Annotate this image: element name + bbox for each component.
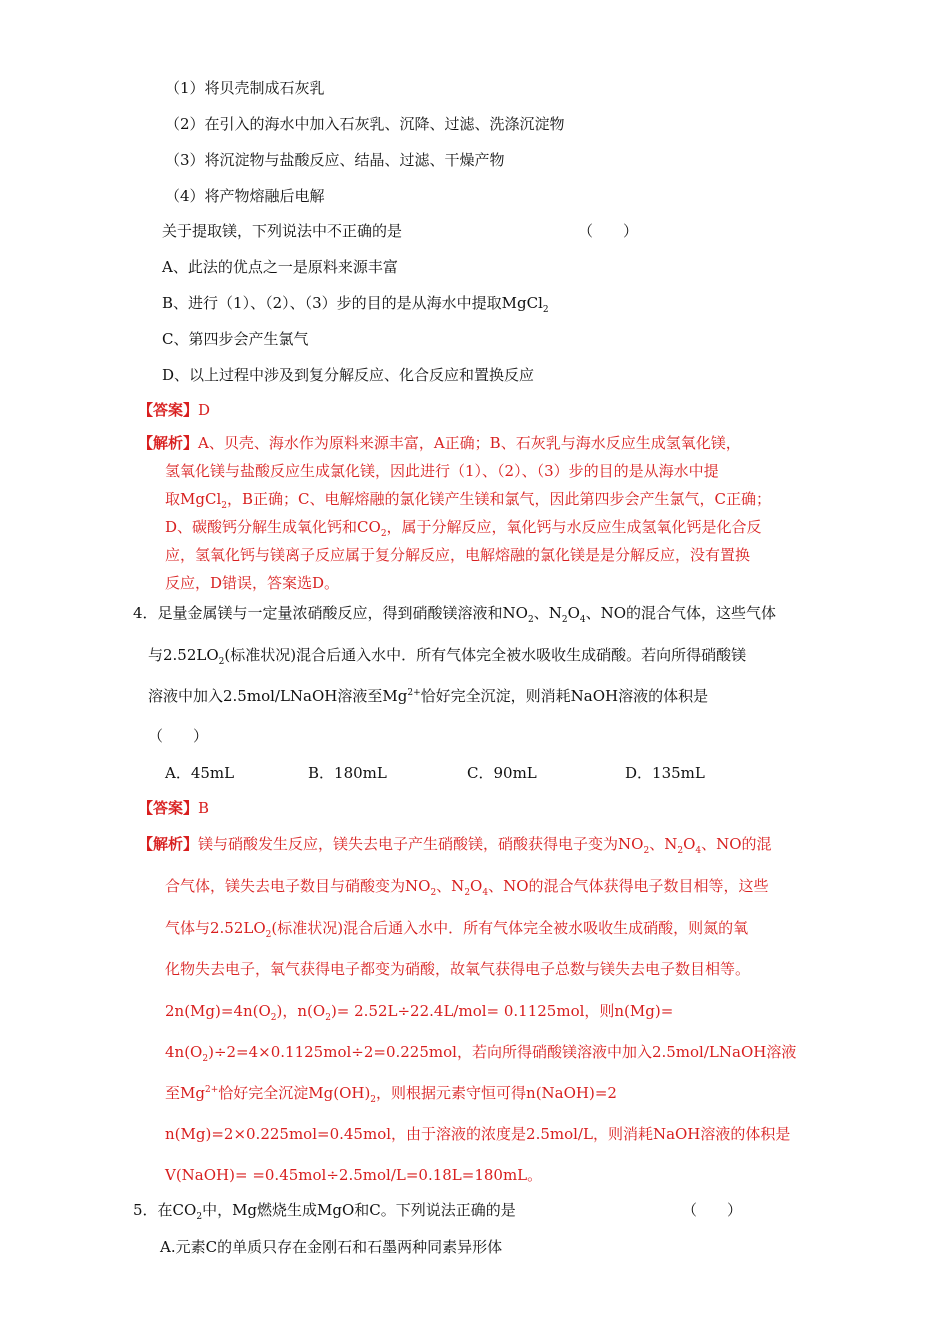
q4-analysis-line-6: $4n(O_2)\div 2=4\times 0.1125mol\div 2=0.225mol$，若向所得硝酸镁溶液中加入2.5mol/LNaOH溶液: [165, 1043, 797, 1064]
answer-label: 【答案】: [138, 799, 199, 817]
question-3-stem: 关于提取镁，下列说法中不正确的是: [162, 222, 403, 240]
answer-value: B: [198, 799, 210, 817]
q3-option-b: B、进行（1）、（2）、（3）步的目的是从海水中提取MgCl$_2$: [162, 294, 549, 315]
q3-analysis-line-1: 【解析】A、贝壳、海水作为原料来源丰富，A正确；B、石灰乳与海水反应生成氢氧化镁，: [138, 434, 741, 452]
q3-analysis-line-5: 应，氢氧化钙与镁离子反应属于复分解反应，电解熔融的氯化镁是是分解反应，没有置换: [165, 546, 751, 564]
q3-analysis-line-4: D、碳酸钙分解生成氧化钙和$CO_2$，属于分解反应，氧化钙与水反应生成氢氧化钙是化合反: [165, 518, 762, 539]
step-4: （4）将产物熔融后电解: [165, 187, 325, 205]
answer-label: 【答案】: [138, 401, 199, 419]
q4-option-b: B．180mL: [308, 764, 387, 782]
q4-analysis-line-9: V(NaOH)= =0.45mol÷2.5mol/L=0.18L=180mL。: [165, 1166, 543, 1184]
q4-analysis-line-8: n(Mg)=2×0.225mol=0.45mol，由于溶液的浓度是2.5mol/L，则消耗NaOH溶液的体积是: [165, 1125, 791, 1143]
analysis-label: 【解析】: [138, 835, 199, 853]
q3-analysis-line-3: 取MgCl$_2$，B正确；C、电解熔融的氯化镁产生镁和氯气，因此第四步会产生氯气，C正确；: [165, 490, 771, 511]
q4-option-a: A．45mL: [165, 764, 235, 782]
question-3-answer-blank: （ ）: [578, 222, 639, 240]
q3-analysis-line-6: 反应，D错误，答案选D。: [165, 574, 340, 592]
question-4-stem-line-2: 与$2.52LO_2$(标准状况)混合后通入水中．所有气体完全被水吸收生成硝酸。若向所得硝酸镁: [148, 646, 747, 667]
question-4-stem-line-3: 溶液中加入2.5mol/LNaOH溶液至$Mg^{2+}$恰好完全沉淀，则消耗NaOH溶液的体积是: [148, 687, 709, 705]
q4-option-d: D．135mL: [625, 764, 705, 782]
q3-option-d: D、以上过程中涉及到复分解反应、化合反应和置换反应: [162, 366, 535, 384]
q5-option-a: A.元素C的单质只存在金刚石和石墨两种同素异形体: [160, 1238, 503, 1256]
q4-analysis-line-5: $2n(Mg)=4n(O_2)$，$n(O_2)= 2.52L\div 22.4L/mol= 0.1125mol$，则n(Mg)=: [165, 1002, 674, 1023]
q3-option-c: C、第四步会产生氯气: [162, 330, 309, 348]
q4-answer: [138, 798, 209, 818]
step-2: （2）在引入的海水中加入石灰乳、沉降、过滤、洗涤沉淀物: [165, 115, 565, 133]
q4-analysis-line-2: 合气体，镁失去电子数目与硝酸变为$NO_2$、$N_2O_4$、NO的混合气体获得电子数目相等，这些: [165, 877, 769, 898]
q3-option-a: A、此法的优点之一是原料来源丰富: [162, 258, 398, 276]
question-4-stem-line-1: 4．足量金属镁与一定量浓硝酸反应，得到硝酸镁溶液和$NO_2$、$N_2O_4$、NO的混合气体，这些气体: [133, 604, 777, 625]
q4-option-c: C．90mL: [467, 764, 537, 782]
answer-value: D: [198, 401, 211, 419]
question-4-answer-blank: （ ）: [148, 727, 209, 745]
analysis-label: 【解析】: [138, 434, 199, 452]
question-5-answer-blank: （ ）: [682, 1201, 743, 1219]
q4-analysis-line-7: 至$Mg^{2+}$恰好完全沉淀$Mg(OH)_2$，则根据元素守恒可得n(NaOH)=2: [165, 1084, 617, 1105]
q4-analysis-line-1: 【解析】镁与硝酸发生反应，镁失去电子产生硝酸镁，硝酸获得电子变为$NO_2$、$N_2O_4$、NO的混: [138, 835, 772, 856]
step-3: （3）将沉淀物与盐酸反应、结晶、过滤、干燥产物: [165, 151, 505, 169]
q4-analysis-line-4: 化物失去电子，氧气获得电子都变为硝酸，故氧气获得电子总数与镁失去电子数目相等。: [165, 960, 751, 978]
question-5-stem: 5．在$CO_2$中，Mg燃烧生成MgO和C。下列说法正确的是: [133, 1201, 516, 1222]
step-1: （1）将贝壳制成石灰乳: [165, 79, 325, 97]
q4-analysis-line-3: 气体与$2.52LO_2$(标准状况)混合后通入水中．所有气体完全被水吸收生成硝酸，则氮的氧: [165, 919, 749, 940]
q3-analysis-line-2: 氢氧化镁与盐酸反应生成氯化镁，因此进行（1）、（2）、（3）步的目的是从海水中提: [165, 462, 719, 480]
q3-answer: [138, 400, 210, 420]
